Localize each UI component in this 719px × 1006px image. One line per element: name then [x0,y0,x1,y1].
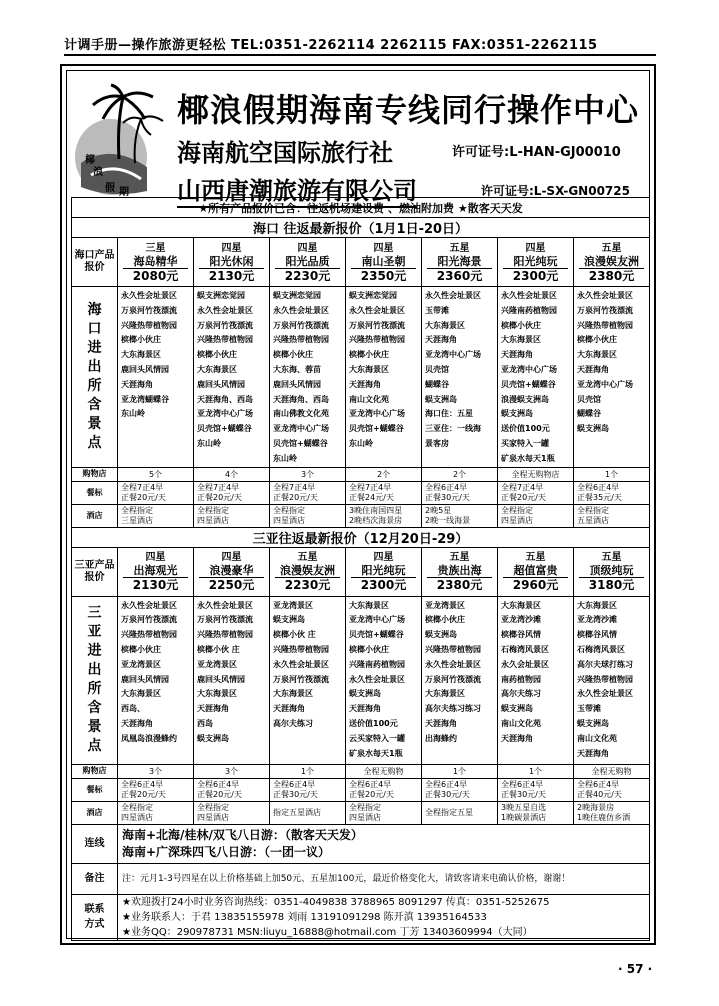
sanya-spots-4: 亚龙湾景区 槟榔小伙庄 蜈支洲岛 兴隆热带植物园 永久性会址景区 万泉河竹筏漂流 大东海景区 高尔夫练习练习 天涯海角 出海蜂约 [422,596,498,764]
sanya-spots-0: 永久性会址景区 万泉河竹筏漂流 兴隆热带植物园 槟榔小伙庄 亚龙湾景区 鹿回头风情园 大东海景区 西岛、 天涯海角 凤凰岛浪漫蜂约 [118,596,194,764]
haikou-product-5 [498,238,574,287]
route-line-1: 海南+北海/桂林/双飞八日游：（散客天天发） [122,827,363,842]
haikou-shop-4: 2个 [422,467,498,481]
product-name: 阳光品质 [285,254,330,268]
product-tier: 五星 [601,552,622,564]
license-1: 许可证号:L-HAN-GJ00010 [452,145,621,160]
product-name: 超值富贵 [513,564,558,578]
haikou-spots-5: 永久性会址景区 兴隆南药植物园 槟榔小伙庄 大东海景区 天涯海角 亚龙湾中心广场 贝壳馆+蝴蝶谷 浪漫蜈支洲岛 蜈支洲岛 送价值100元 买家特入一罐 矿泉水每天1瓶 [498,287,574,468]
sanya-hotel-2: 指定五星酒店 [270,801,346,824]
product-name: 南山圣朝 [361,254,406,268]
haikou-spots-0: 永久性会址景区 万泉河竹筏漂流 兴隆热带植物园 槟榔小伙庄 大东海景区 鹿回头风情园 天涯海角 亚龙湾蝴蝶谷 东山岭 [118,287,194,468]
sanya-product-3 [346,547,422,596]
sanya-product-1 [194,547,270,596]
product-price: 2350元 [351,268,416,283]
product-tier: 四星 [145,552,166,564]
haikou-hotel-5: 全程指定 四星酒店 [498,504,574,527]
product-tier: 四星 [221,242,242,254]
sanya-spots-1: 永久性会址景区 万泉河竹筏漂流 兴隆热带植物园 槟榔小伙 庄 亚龙湾景区 鹿回头风情园 大东海景区 天涯海角 西岛 蜈支洲岛 [194,596,270,764]
product-tier: 五星 [297,552,318,564]
sanya-meal-2: 全程6正4早 正餐30元/天 [270,778,346,801]
product-name: 阳光纯玩 [513,254,558,268]
company-name-1: 海南航空国际旅行社 [177,139,393,167]
haikou-hotel-label: 酒店 [72,504,118,527]
haikou-section-title: 海口 往返最新报价（1月1日-20日） [72,218,650,238]
sanya-meal-0: 全程6正4早 正餐20元/天 [118,778,194,801]
sanya-product-6 [574,547,650,596]
sanya-meal-4: 全程6正4早 正餐30元/天 [422,778,498,801]
sanya-shop-2: 1个 [270,764,346,778]
product-price: 2250元 [199,577,264,592]
haikou-meal-label: 餐标 [72,481,118,504]
inner-frame [66,70,650,939]
product-tier: 五星 [449,552,470,564]
haikou-hotel-1: 全程指定 四星酒店 [194,504,270,527]
sanya-hotel-5: 3晚五星自选 1晚碳景酒店 [498,801,574,824]
product-price: 2230元 [275,577,340,592]
sanya-spots-label: 三亚进出所含景点 [72,596,118,764]
price-table [71,197,650,941]
product-tier: 四星 [373,552,394,564]
haikou-product-4 [422,238,498,287]
product-price: 2130元 [123,577,188,592]
contact-lines [118,894,650,940]
product-price: 2130元 [199,268,264,283]
product-price: 2380元 [427,577,492,592]
sanya-meal-5: 全程6正4早 正餐30元/天 [498,778,574,801]
product-price: 2300元 [503,268,568,283]
sanya-meal-1: 全程6正4早 正餐20元/天 [194,778,270,801]
sanya-hotel-label: 酒店 [72,801,118,824]
haikou-meal-4: 全程6正4早 正餐30元/天 [422,481,498,504]
haikou-meal-5: 全程7正4早 正餐20元/天 [498,481,574,504]
contact-label: 联系方式 [72,894,118,940]
palm-logo-icon [71,83,167,201]
product-name: 顶级纯玩 [589,564,634,578]
product-name: 浪漫豪华 [209,564,254,578]
remark-text: 注：元月1-3号四星在以上价格基础上加50元、五星加100元，最近价格变化大，请致客请来电确认价格，谢谢！ [118,863,650,894]
product-tier: 三星 [145,242,166,254]
haikou-product-0 [118,238,194,287]
sanya-shop-4: 1个 [422,764,498,778]
haikou-shop-0: 5个 [118,467,194,481]
sanya-product-5 [498,547,574,596]
sanya-hotel-3: 全程指定 四星酒店 [346,801,422,824]
haikou-shop-1: 4个 [194,467,270,481]
route-line-2: 海南+广深珠四飞八日游：（一团一议） [122,844,331,859]
haikou-meal-0: 全程7正4早 正餐20元/天 [118,481,194,504]
haikou-product-2 [270,238,346,287]
sanya-hotel-4: 全程指定五星 [422,801,498,824]
sanya-spots-5: 大东海景区 亚龙湾沙滩 槟榔谷风情 石梅湾风景区 永久会址景区 南药植物园 高尔夫练习 蜈支洲岛 南山文化苑 天涯海角 [498,596,574,764]
sanya-hotel-1: 全程指定 四星酒店 [194,801,270,824]
haikou-shop-3: 2个 [346,467,422,481]
sanya-shop-0: 3个 [118,764,194,778]
haikou-spots-6: 永久性会址景区 万泉河竹筏漂流 兴隆热带植物园 槟榔小伙庄 大东海景区 天涯海角 亚龙湾中心广场 贝壳馆 蝴蝶谷 蜈支洲岛 [574,287,650,468]
product-name: 浪漫娱友洲 [584,254,639,268]
haikou-hotel-6: 全程指定 五星酒店 [574,504,650,527]
haikou-shop-6: 1个 [574,467,650,481]
product-name: 浪漫娱友洲 [280,564,335,578]
product-tier: 五星 [449,242,470,254]
haikou-meal-1: 全程7正4早 正餐20元/天 [194,481,270,504]
haikou-meal-6: 全程6正4早 正餐35元/天 [574,481,650,504]
haikou-spots-label: 海口进出所含景点 [72,287,118,468]
route-lines [118,824,650,863]
company-name-2: 山西唐潮旅游有限公司 [177,171,417,208]
haikou-meal-2: 全程7正4早 正餐20元/天 [270,481,346,504]
product-tier: 四星 [373,242,394,254]
sanya-shop-5: 1个 [498,764,574,778]
haikou-spots-2: 蜈支洲恋觉园 永久性会址景区 万泉河竹筏漂流 兴隆热带植物园 槟榔小伙庄 大东海、蓉苗 鹿回头风情园 天涯海角、西岛 南山佛教文化苑 亚龙湾中心广场 贝壳馆+蝴蝶谷 东山岭 [270,287,346,468]
haikou-shop-label: 购物店 [72,467,118,481]
haikou-product-3 [346,238,422,287]
sanya-meal-6: 全程6正4早 正餐40元/天 [574,778,650,801]
haikou-spots-1: 蜈支洲恋觉园 永久性会址景区 万泉河竹筏漂流 兴隆热带植物园 槟榔小伙庄 大东海景区 鹿回头风情园 天涯海角、西岛 亚龙湾中心广场 贝壳馆+蝴蝶谷 东山岭 [194,287,270,468]
product-tier: 五星 [601,242,622,254]
product-tier: 四星 [221,552,242,564]
haikou-product-1 [194,238,270,287]
haikou-meal-3: 全程7正4早 正餐24元/天 [346,481,422,504]
logo-char-2: 浪 [93,167,103,178]
main-title: 椰浪假期海南专线同行操作中心 [177,91,640,129]
page-number: · 57 · [618,962,653,976]
fee-note: ★所有产品报价已含：往返机场建设费 、燃油附加费 ★散客天天发 [72,198,650,218]
route-label: 连线 [72,824,118,863]
haikou-hotel-2: 全程指定 四星酒店 [270,504,346,527]
sanya-shop-1: 3个 [194,764,270,778]
product-tier: 四星 [525,242,546,254]
sanya-hotel-6: 2晚海景房 1晚住鹿仿乡酒 [574,801,650,824]
top-bar: 计调手册—操作旅游更轻松 TEL:0351-2262114 2262115 FAX:0351-2262115 [64,34,656,56]
sanya-meal-label: 餐标 [72,778,118,801]
haikou-hotel-0: 全程指定 三星酒店 [118,504,194,527]
logo-char-1: 椰 [85,155,95,166]
sanya-spots-2: 亚龙湾景区 蜈支洲岛 槟榔小伙 庄 兴隆热带植物园 永久性会址景区 万泉河竹筏漂流 大东海景区 天涯海角 高尔夫练习 [270,596,346,764]
contact-qq: ★业务QQ：290978731 MSN:liuyu_16888@hotmail.com 丁芳 13403609994（大同） [122,926,533,938]
contact-hotline: ★欢迎拨打24小时业务咨询热线：0351-4049838 3788965 8091297 传真：0351-5252675 [122,896,550,908]
sanya-product-4 [422,547,498,596]
haikou-product-6 [574,238,650,287]
logo-char-3: 假 [105,183,115,194]
logo-char-4: 期 [119,187,129,198]
product-tier: 四星 [297,242,318,254]
product-name: 阳光纯玩 [361,564,406,578]
product-name: 出海观光 [133,564,178,578]
sanya-hotel-0: 全程指定 四星酒店 [118,801,194,824]
haikou-spots-3: 蜈支洲恋觉园 永久性会址景区 万泉河竹筏漂流 兴隆热带植物园 槟榔小伙庄 大东海景区 天涯海角 南山文化苑 亚龙湾中心广场 贝壳馆+蝴蝶谷 东山岭 [346,287,422,468]
product-price: 2360元 [427,268,492,283]
sanya-product-2 [270,547,346,596]
product-price: 2960元 [503,577,568,592]
haikou-shop-5: 全程无购物店 [498,467,574,481]
sanya-product-label: 三亚产品报价 [72,547,118,596]
remark-label: 备注 [72,863,118,894]
sanya-spots-6: 大东海景区 亚龙湾沙滩 槟榔谷风情 石梅湾风景区 高尔夫球打练习 兴隆热带植物园 永久性会址景区 玉带滩 蜈支洲岛 南山文化苑 天涯海角 [574,596,650,764]
sanya-meal-3: 全程6正4早 正餐20元/天 [346,778,422,801]
haikou-shop-2: 3个 [270,467,346,481]
product-price: 2380元 [579,268,644,283]
content-frame [60,64,656,945]
haikou-hotel-3: 3晚住南国四星 2晚档次海景房 [346,504,422,527]
haikou-hotel-4: 2晚5星 2晚一线海景 [422,504,498,527]
product-name: 海岛精华 [133,254,178,268]
license-2: 许可证号:L-SX-GN00725 [481,184,630,198]
product-price: 2080元 [123,268,188,283]
sanya-shop-label: 购物店 [72,764,118,778]
contact-persons: ★业务联系人：于君 13835155978 刘雨 13191091298 陈开滇 13935164533 [122,911,487,923]
haikou-spots-4: 永久性会址景区 玉带滩 大东海景区 天涯海角 亚龙湾中心广场 贝壳馆 蝴蝶谷 蜈支洲岛 海口住：五星 三亚住：一线海 景客房 [422,287,498,468]
product-name: 贵族出海 [437,564,482,578]
product-tier: 五星 [525,552,546,564]
product-name: 阳光休闲 [209,254,254,268]
sanya-spots-3: 大东海景区 亚龙湾中心广场 贝壳馆+蝴蝶谷 槟榔小伙庄 兴隆南药植物园 永久性会址景区 蜈支洲岛 天涯海角 送价值100元 云买家特入一罐 矿泉水每天1瓶 [346,596,422,764]
sanya-section-title: 三亚往返最新报价（12月20日-29） [72,527,650,547]
product-price: 3180元 [579,577,644,592]
product-price: 2300元 [351,577,416,592]
haikou-product-label: 海口产品报价 [72,238,118,287]
sanya-shop-6: 全程无购物 [574,764,650,778]
sanya-product-0 [118,547,194,596]
product-name: 阳光海景 [437,254,482,268]
sanya-shop-3: 全程无购物 [346,764,422,778]
product-price: 2230元 [275,268,340,283]
